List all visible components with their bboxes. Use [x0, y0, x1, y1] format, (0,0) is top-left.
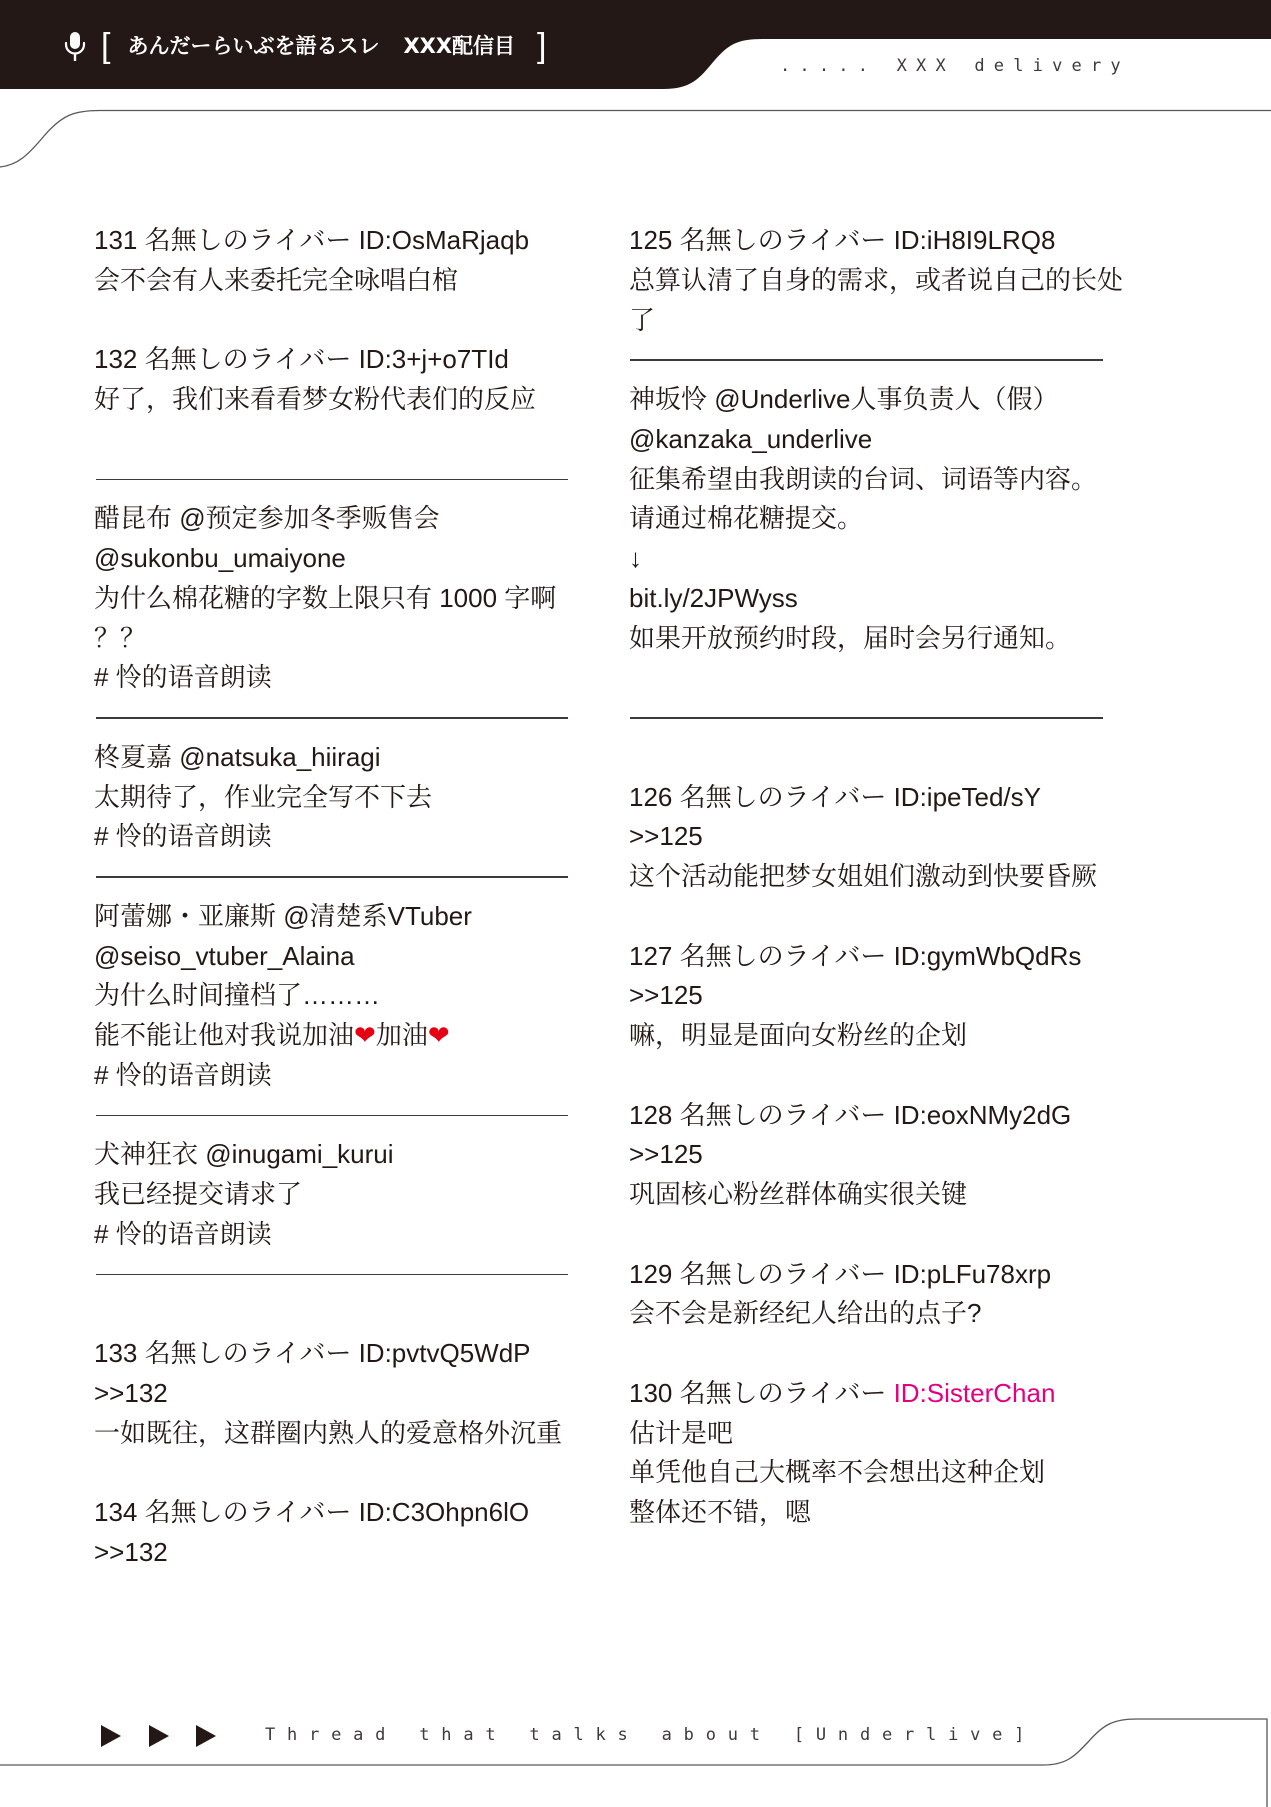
thread-episode: XXX配信目	[403, 33, 516, 58]
divider	[94, 1096, 614, 1136]
divider	[94, 460, 614, 500]
reply-anchor: >>125	[629, 821, 703, 852]
divider	[94, 1255, 614, 1295]
tweet-author: 犬神狂衣	[94, 1139, 199, 1170]
post-body-line: 嘛，明显是面向女粉丝的企划	[629, 1020, 968, 1050]
spacer	[629, 1215, 1229, 1255]
poster-id: ID:iH8I9LRQ8	[893, 225, 1056, 255]
post-number: 128	[629, 1099, 673, 1130]
tweet-text-line: 为什么时间撞档了………	[94, 980, 381, 1011]
divider	[94, 698, 614, 738]
post-header	[94, 221, 614, 261]
post-header	[94, 340, 614, 380]
post-number: 129	[629, 1258, 673, 1289]
post-body-line: 巩固核心粉丝群体确实很关键	[629, 1179, 968, 1209]
heart-icon: ❤	[354, 1021, 376, 1051]
spacer	[94, 301, 614, 341]
poster-name: 名無しのライバー	[679, 1099, 887, 1130]
tweet-author: 柊夏嘉	[94, 741, 173, 772]
post-number: 133	[94, 1338, 138, 1368]
divider	[629, 340, 1229, 380]
poster-name: 名無しのライバー	[679, 225, 887, 255]
post-header	[629, 1255, 1229, 1295]
spacer	[629, 738, 1229, 778]
quoted-tweet	[94, 897, 614, 1096]
tweet-text-line: 为什么棉花糖的字数上限只有 1000 字啊	[94, 582, 557, 613]
thread-post	[94, 1334, 614, 1453]
tweet-text-line: 太期待了，作业完全写不下去	[94, 781, 433, 812]
thread-post	[629, 937, 1229, 1056]
post-number: 134	[94, 1497, 138, 1527]
poster-id: ID:3+j+o7TId	[358, 344, 509, 375]
tweet-text-segment: 加油	[375, 1020, 428, 1050]
poster-id: ID:eoxNMy2dG	[893, 1099, 1072, 1130]
tweet-text-line: 如果开放预约时段，届时会另行通知。	[629, 622, 1072, 653]
quoted-tweet	[629, 380, 1229, 658]
header-divider-line	[0, 111, 1271, 168]
tweet-text-line: 征集希望由我朗读的台词、词语等内容。	[629, 463, 1098, 494]
reply-anchor: >>125	[629, 1139, 703, 1170]
post-number: 131	[94, 225, 138, 255]
poster-id: ID:pvtvQ5WdP	[358, 1338, 531, 1368]
tweet-text-segment: 能不能让他对我说加油	[94, 1020, 355, 1050]
poster-id: ID:C3Ohpn6lO	[358, 1497, 530, 1527]
tweet-handle: @natsuka_hiiragi	[179, 741, 381, 772]
quoted-tweet	[94, 499, 614, 698]
poster-name: 名無しのライバー	[679, 781, 887, 812]
title-bracket-open: [	[101, 27, 111, 65]
poster-name: 名無しのライバー	[144, 1338, 352, 1368]
thread-post	[629, 221, 1229, 340]
poster-name: 名無しのライバー	[144, 1497, 352, 1527]
spacer	[94, 1294, 614, 1334]
post-body-line: 这个活动能把梦女姐姐们激动到快要昏厥	[629, 861, 1098, 891]
play-icon	[196, 1725, 216, 1747]
tweet-text-line: ？？	[94, 622, 147, 653]
spacer	[94, 420, 614, 460]
poster-name: 名無しのライバー	[144, 225, 352, 255]
post-body-line: 估计是吧	[629, 1417, 734, 1448]
post-number: 132	[94, 344, 138, 375]
post-header	[94, 1493, 614, 1533]
post-body-line: 单凭他自己大概率不会想出这种企划	[629, 1457, 1046, 1488]
thread-post	[94, 1493, 614, 1573]
post-body-line: 会不会有人来委托完全咏唱白棺	[94, 264, 459, 295]
post-body-line: 整体还不错，嗯	[629, 1497, 812, 1527]
post-number: 126	[629, 781, 673, 812]
heart-icon: ❤	[427, 1021, 450, 1051]
tweet-hashtag: # 怜的语音朗读	[94, 1218, 272, 1249]
tweet-author: 神坂怜 @Underlive人事负责人（假）	[629, 384, 1059, 414]
poster-id-highlighted: ID:SisterChan	[893, 1377, 1056, 1408]
poster-id: ID:OsMaRjaqb	[358, 225, 530, 255]
poster-id: ID:ipeTed/sY	[893, 781, 1041, 812]
divider	[629, 698, 1229, 738]
poster-id: ID:gymWbQdRs	[893, 940, 1082, 971]
tweet-hashtag: # 怜的语音朗读	[94, 1059, 272, 1090]
post-number: 130	[629, 1377, 673, 1408]
microphone-icon	[63, 31, 87, 62]
play-icon	[101, 1725, 121, 1747]
thread-post	[94, 340, 614, 420]
spacer	[629, 1334, 1229, 1374]
tweet-hashtag: # 怜的语音朗读	[94, 662, 272, 693]
tweet-author-line	[94, 1135, 614, 1175]
thread-post	[629, 778, 1229, 897]
post-body-line: 了	[629, 304, 656, 335]
post-header	[94, 1334, 614, 1374]
spacer	[629, 658, 1229, 698]
post-body-line: 好了，我们来看看梦女粉代表们的反应	[94, 384, 537, 414]
poster-name: 名無しのライバー	[144, 344, 352, 375]
post-header	[629, 937, 1229, 977]
tweet-hashtag: # 怜的语音朗读	[94, 821, 272, 852]
title-bracket-close: ]	[537, 27, 547, 65]
thread-post	[629, 1255, 1229, 1335]
tweet-author: 阿蕾娜・亚廉斯 @清楚系VTuber	[94, 900, 472, 931]
post-body-line: 一如既往，这群圈内熟人的爱意格外沉重	[94, 1417, 563, 1448]
tweet-author: 醋昆布 @预定参加冬季贩售会	[94, 503, 440, 534]
post-body-line: 会不会是新经纪人给出的点子?	[629, 1298, 982, 1329]
reply-anchor: >>125	[629, 980, 703, 1011]
post-header	[629, 1096, 1229, 1136]
tweet-author-line	[94, 738, 614, 778]
quoted-tweet	[94, 738, 614, 857]
reply-anchor: >>132	[94, 1536, 168, 1567]
spacer	[629, 897, 1229, 937]
left-column	[94, 221, 614, 1573]
post-header	[629, 221, 1229, 261]
play-icon	[149, 1725, 169, 1747]
footer-caption: Thread that talks about [Underlive]	[265, 1725, 1037, 1745]
spacer	[629, 1056, 1229, 1096]
thread-title-bar	[63, 27, 547, 65]
quoted-tweet	[94, 1135, 614, 1254]
tweet-text-line: 我已经提交请求了	[94, 1179, 303, 1209]
divider	[94, 857, 614, 897]
tweet-text-line: ↓	[629, 543, 642, 573]
delivery-label: ..... XXX delivery	[780, 56, 1130, 76]
poster-id: ID:pLFu78xrp	[893, 1258, 1052, 1289]
post-body-line: 总算认清了自身的需求，或者说自己的长处	[629, 264, 1124, 295]
poster-name: 名無しのライバー	[679, 1258, 887, 1289]
poster-name: 名無しのライバー	[679, 940, 887, 971]
tweet-handle: @seiso_vtuber_Alaina	[94, 940, 355, 971]
post-header	[629, 1374, 1229, 1414]
reply-anchor: >>132	[94, 1377, 168, 1408]
tweet-text-line: 请通过棉花糖提交。	[629, 503, 864, 534]
tweet-handle: @kanzaka_underlive	[629, 423, 873, 454]
post-number: 127	[629, 940, 673, 971]
thread-post	[629, 1374, 1229, 1533]
right-column	[629, 221, 1229, 1533]
thread-title: あんだーらいぶを語るスレ	[127, 33, 380, 58]
thread-post	[94, 221, 614, 301]
tweet-handle: @inugami_kurui	[205, 1139, 394, 1170]
tweet-text-line	[94, 1016, 614, 1056]
post-number: 125	[629, 225, 673, 255]
tweet-link: bit.ly/2JPWyss	[629, 582, 798, 613]
tweet-handle: @sukonbu_umaiyone	[94, 543, 346, 573]
spacer	[94, 1453, 614, 1493]
thread-post	[629, 1096, 1229, 1215]
post-header	[629, 778, 1229, 818]
poster-name: 名無しのライバー	[679, 1377, 887, 1408]
